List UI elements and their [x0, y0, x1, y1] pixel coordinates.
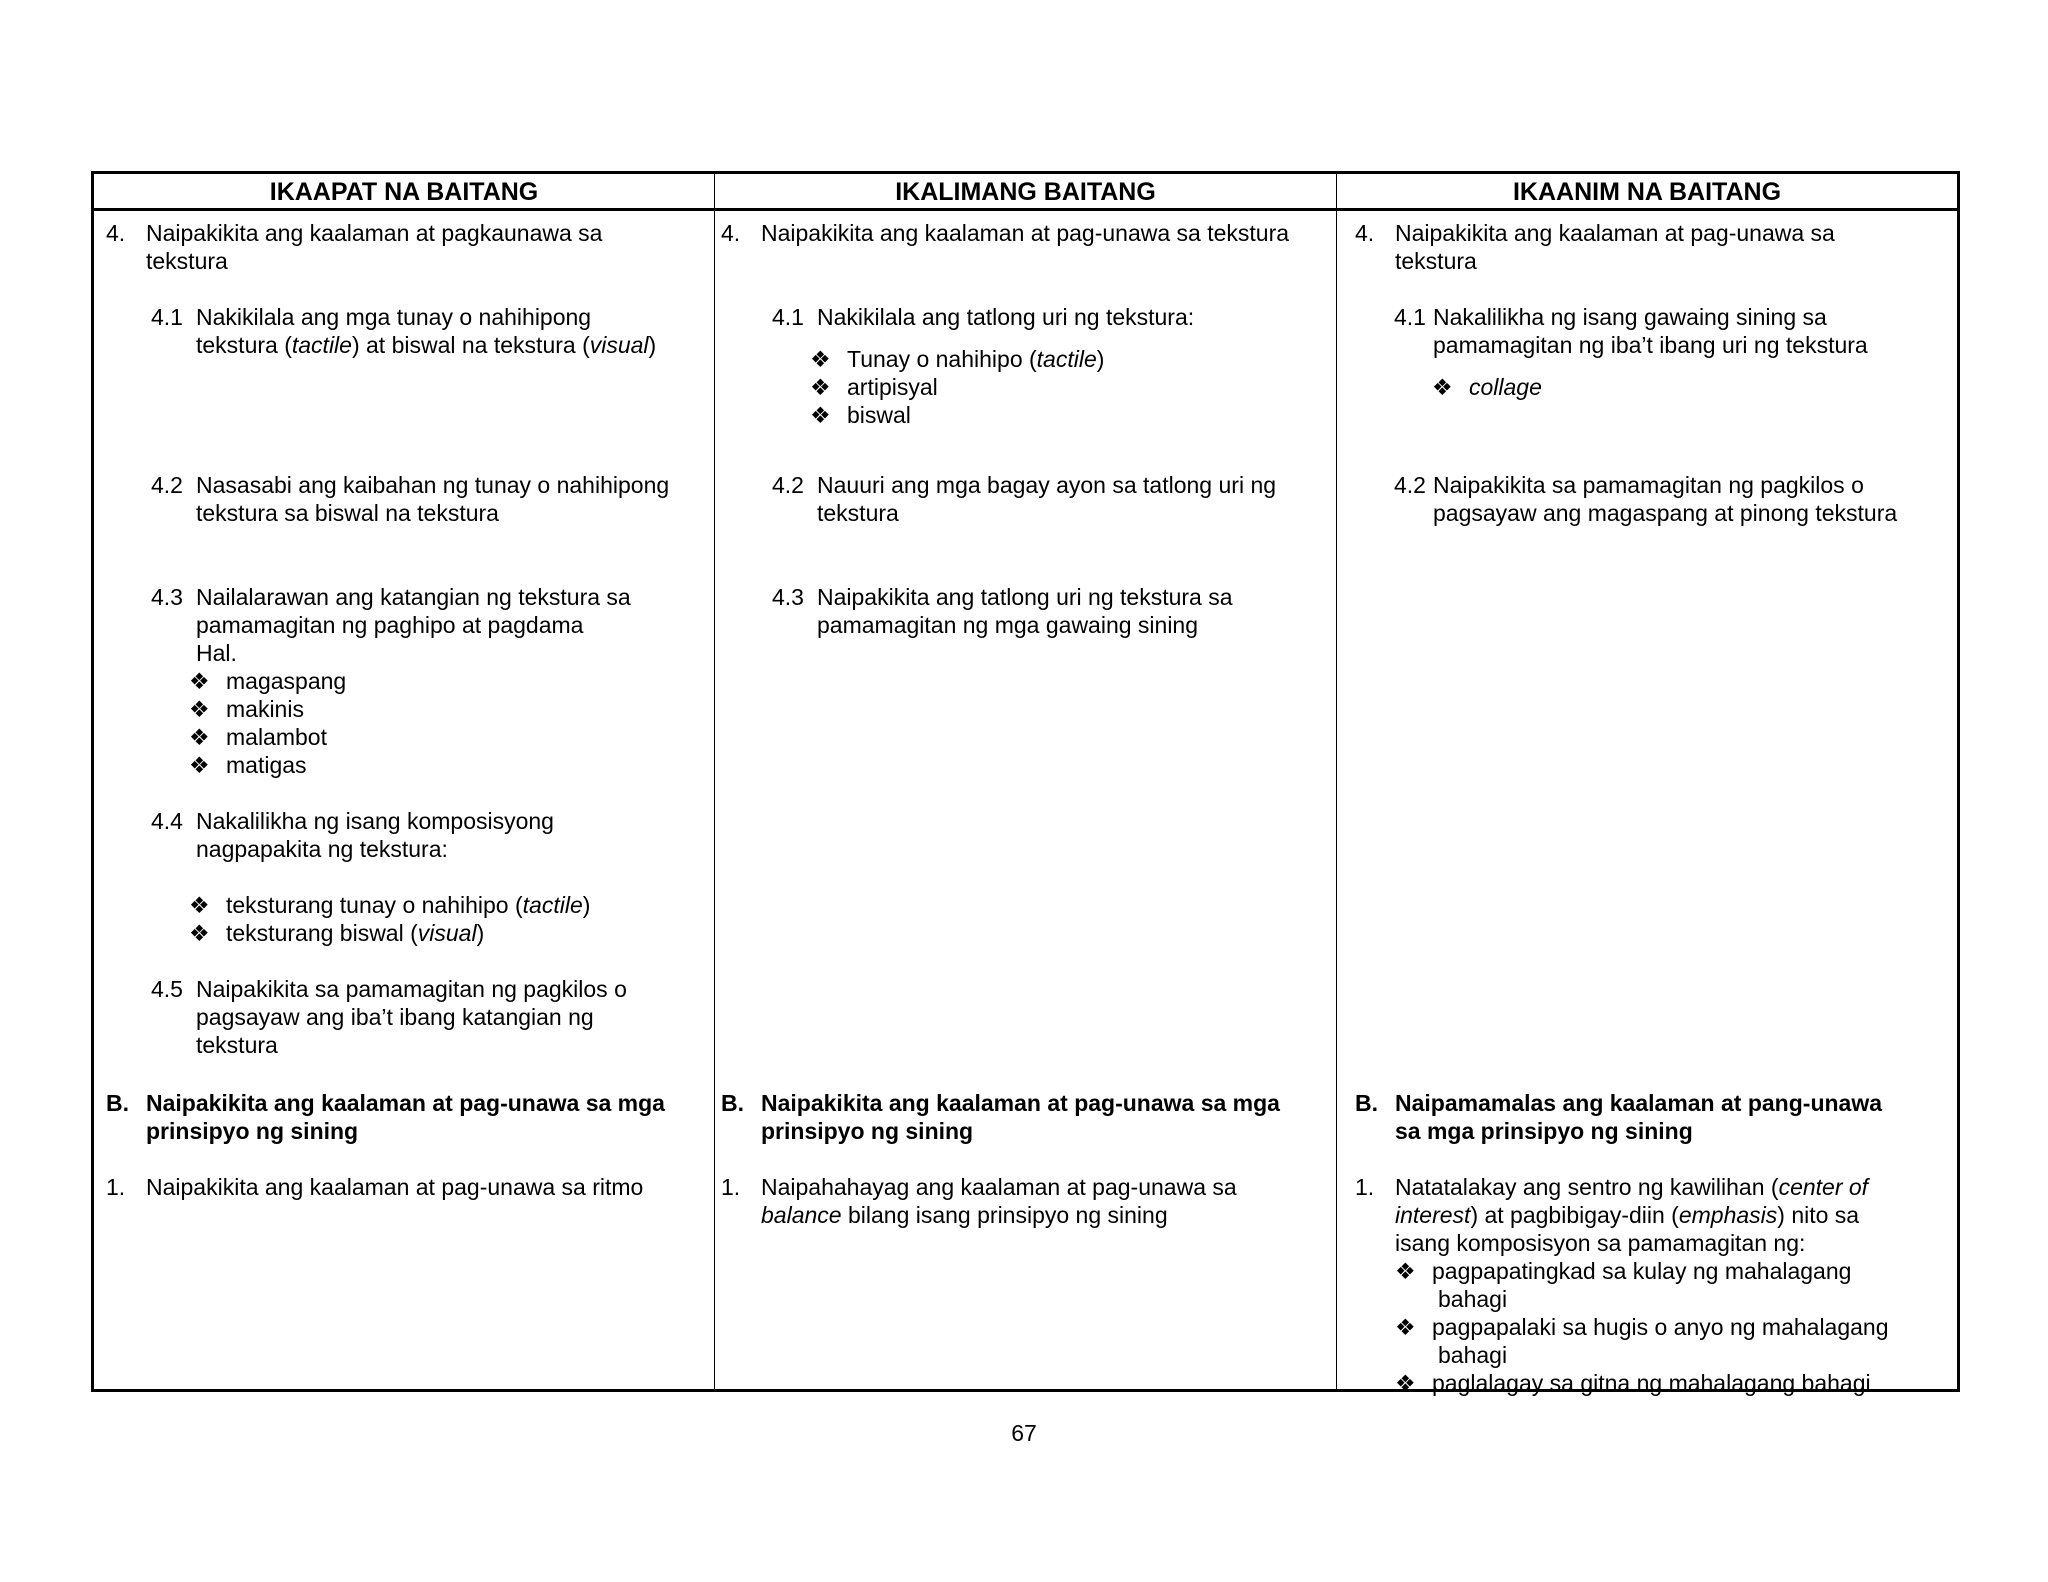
bullet-list	[1395, 1257, 1951, 1397]
item-4-2: 4.2 Naipakikita sa pamamagitan ng pagkilos o pagsayaw ang magaspang at pinong tekstura	[1394, 472, 1898, 526]
diamond-bullet-icon: ❖	[810, 346, 831, 372]
header-row	[93, 173, 1959, 210]
item-4-2: 4.2 Nasasabi ang kaibahan ng tunay o nahihipong tekstura sa biswal na tekstura	[151, 472, 670, 526]
list-item: ❖ teksturang biswal (visual)	[189, 920, 485, 946]
section-b: B. Naipamamalas ang kaalaman at pang-unawa sa mga prinsipyo ng sining	[1355, 1090, 1883, 1144]
list-item: ❖ pagpapatingkad sa kulay ng mahalagang bahagi	[1395, 1258, 1852, 1312]
list-item: ❖ artipisyal	[810, 374, 938, 400]
content-row	[93, 210, 1959, 1391]
bullet-list	[189, 891, 708, 947]
item-1: 1. Naipahahayag ang kaalaman at pag-unawa sa balance bilang isang prinsipyo ng sining	[721, 1174, 1237, 1228]
item-4-4: 4.4 Nakalilikha ng isang komposisyong nagpapakita ng tekstura: ❖ teksturang tunay o nahihipo (tactile) ❖ teksturang biswal (visual)	[100, 807, 708, 947]
diamond-bullet-icon: ❖	[1395, 1314, 1416, 1340]
section-b: B. Naipakikita ang kaalaman at pag-unawa sa mga prinsipyo ng sining	[106, 1090, 665, 1144]
list-item: ❖ malambot	[189, 724, 327, 750]
column-grade-5	[715, 210, 1337, 1391]
item-4-1: 4.1 Nakalilikha ng isang gawaing sining sa pamamagitan ng iba’t ibang uri ng tekstura ❖ collage	[1343, 303, 1951, 401]
list-item: ❖ matigas	[189, 752, 307, 778]
item-4-3: 4.3 Naipakikita ang tatlong uri ng tekstura sa pamamagitan ng mga gawaing sining	[772, 584, 1233, 638]
item-4-1: 4.1 Nakikilala ang tatlong uri ng tekstura: ❖ Tunay o nahihipo (tactile) ❖ artipisyal ❖ biswal	[721, 303, 1330, 429]
diamond-bullet-icon: ❖	[189, 668, 210, 694]
list-item: ❖ magaspang	[189, 668, 347, 694]
item-4-2: 4.2 Nauuri ang mga bagay ayon sa tatlong uri ng tekstura	[772, 472, 1277, 526]
diamond-bullet-icon: ❖	[1395, 1370, 1416, 1396]
bullet-list	[189, 667, 708, 779]
item-4: 4. Naipakikita ang kaalaman at pagkaunawa sa tekstura	[106, 220, 603, 274]
list-item: ❖ makinis	[189, 696, 304, 722]
item-4: 4. Naipakikita ang kaalaman at pag-unawa sa tekstura	[721, 220, 1290, 246]
item-1: 1. Natatalakay ang sentro ng kawilihan (center of interest) at pagbibigay-diin (emphasis) nito sa isang komposisyon sa pamamagitan ng: ❖ pagpapatingkad sa kulay ng mahalagang bahagi ❖ pagpapalaki sa hugis o anyo ng mahalagang bahagi ❖ paglalagay sa gitna ng mahalagang bahagi	[1343, 1173, 1951, 1397]
header-grade-6: IKAANIM NA BAITANG	[1337, 173, 1959, 210]
item-4: 4. Naipakikita ang kaalaman at pag-unawa sa tekstura	[1355, 220, 1835, 274]
header-grade-4: IKAAPAT NA BAITANG	[93, 173, 715, 210]
bullet-list	[1432, 373, 1951, 401]
list-item: ❖ Tunay o nahihipo (tactile)	[810, 346, 1105, 372]
list-item: ❖ biswal	[810, 402, 911, 428]
diamond-bullet-icon: ❖	[189, 724, 210, 750]
item-4-5: 4.5 Naipakikita sa pamamagitan ng pagkilos o pagsayaw ang iba’t ibang katangian ng tekstura	[151, 976, 627, 1058]
diamond-bullet-icon: ❖	[189, 920, 210, 946]
list-item: ❖ collage	[1432, 374, 1542, 400]
list-item: ❖ pagpapalaki sa hugis o anyo ng mahalagang bahagi	[1395, 1314, 1889, 1368]
diamond-bullet-icon: ❖	[189, 752, 210, 778]
section-b: B. Naipakikita ang kaalaman at pag-unawa sa mga prinsipyo ng sining	[721, 1090, 1280, 1144]
bullet-list	[810, 345, 1330, 429]
column-grade-4	[93, 210, 715, 1391]
diamond-bullet-icon: ❖	[810, 374, 831, 400]
diamond-bullet-icon: ❖	[1432, 374, 1453, 400]
item-4-3: 4.3 Nailalarawan ang katangian ng tekstura sa pamamagitan ng paghipo at pagdama Hal. ❖ magaspang ❖ makinis ❖ malambot ❖ matigas	[100, 583, 708, 779]
list-item: ❖ teksturang tunay o nahihipo (tactile)	[189, 892, 591, 918]
header-grade-5: IKALIMANG BAITANG	[715, 173, 1337, 210]
item-1: 1. Naipakikita ang kaalaman at pag-unawa sa ritmo	[106, 1174, 644, 1200]
curriculum-table	[91, 171, 1960, 1396]
list-item: ❖ paglalagay sa gitna ng mahalagang bahagi	[1395, 1370, 1871, 1396]
item-4-1: 4.1 Nakikilala ang mga tunay o nahihipong tekstura (tactile) at biswal na tekstura (visual)	[151, 304, 657, 358]
diamond-bullet-icon: ❖	[1395, 1258, 1416, 1284]
column-grade-6	[1337, 210, 1959, 1396]
diamond-bullet-icon: ❖	[189, 696, 210, 722]
diamond-bullet-icon: ❖	[810, 402, 831, 428]
diamond-bullet-icon: ❖	[189, 892, 210, 918]
page-number: 67	[1011, 1420, 1037, 1446]
